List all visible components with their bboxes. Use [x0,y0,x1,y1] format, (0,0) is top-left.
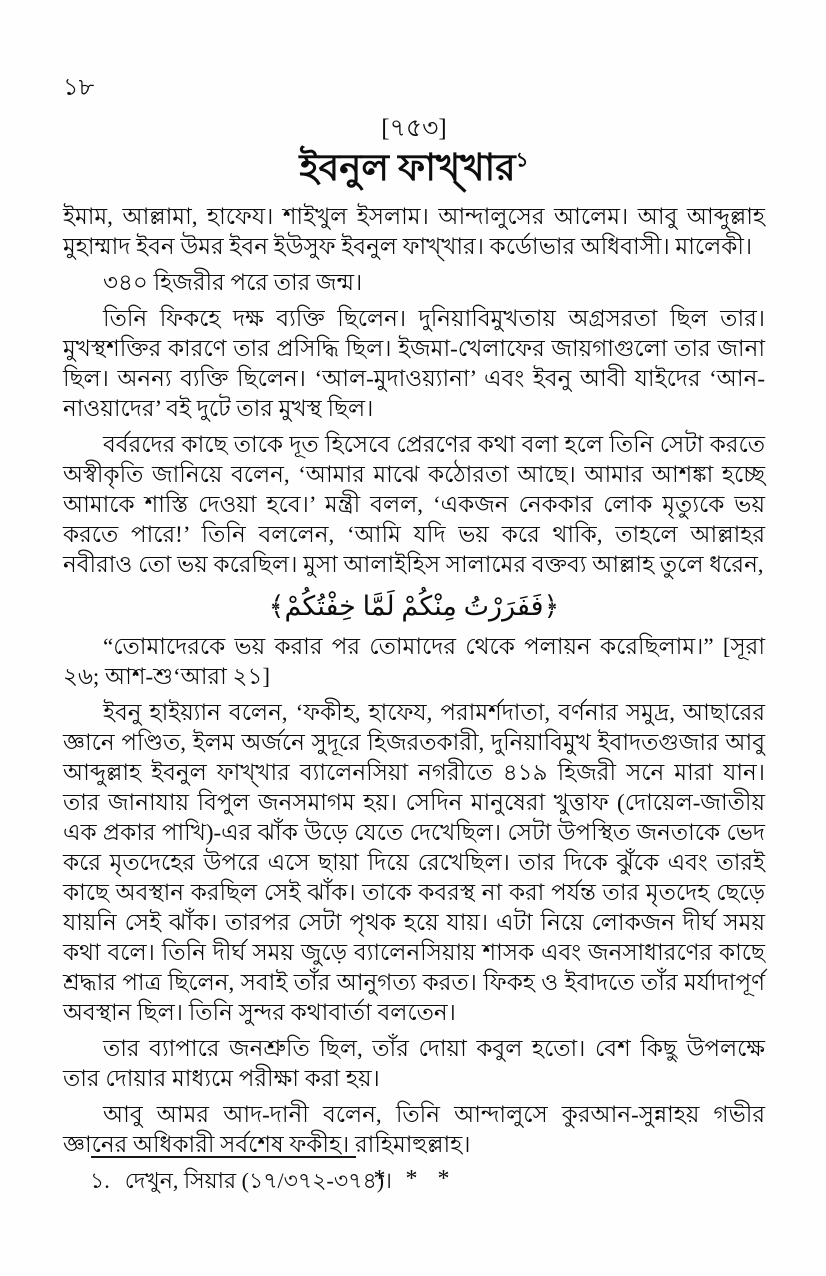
quran-verse-arabic: ﴿فَفَرَرْتُ مِنْكُمْ لَمَّا خِفْتُكُمْ﴾ [268,591,560,621]
footnote-number: ১. [90,1168,110,1193]
paragraph-dua-reputation: তার ব্যাপারে জনশ্রুতি ছিল, তাঁর দোয়া কবুল হতো। বেশ কিছু উপলক্ষে তার দোয়ার মাধ্যমে পরীক্ষা করা হয়। [63,1036,765,1091]
footnote-reference-marker: ১ [515,149,529,172]
paragraph-ibn-hayyan-quote: ইবনু হাইয়্যান বলেন, ‘ফকীহ, হাফেয, পরামর্শদাতা, বর্ণনার সমুদ্র, আছারের জ্ঞানে পণ্ডিত, ইলম অর্জনে সুদূরে হিজরতকারী, দুনিয়াবিমুখ ইবাদতগুজার আবু আব্দুল্লাহ ইবনুল ফাখ্খার ব্যালেনসিয়া নগরীতে ৪১৯ হিজরী সনে মারা যান। তার জানাযায় বিপুল জনসমাগম হয়। সেদিন মানুষেরা খুত্তাফ (দোয়েল-জাতীয় এক প্রকার পাখি)-এর ঝাঁক উড়ে যেতে দেখেছিল। সেটা উপস্থিত জনতাকে ভেদ করে মৃতদেহের উপরে এসে ছায়া দিয়ে রেখেছিল। তার দিকে ঝুঁকে এবং তারই কাছে অবস্থান করছিল সেই ঝাঁক। তাকে কবরস্থ না করা পর্যন্ত তার মৃতদেহ ছেড়ে যায়নি সেই ঝাঁক। তারপর সেটা পৃথক হয়ে যায়। এটা নিয়ে লোকজন দীর্ঘ সময় কথা বলে। তিনি দীর্ঘ সময় জুড়ে ব্যালেনসিয়ায় শাসক এবং জনসাধারণের কাছে শ্রদ্ধার পাত্র ছিলেন, সবাই তাঁর আনুগত্য করত। ফিকহ ও ইবাদতে তাঁর মর্যাদাপূর্ণ অবস্থান ছিল। তিনি সুন্দর কথাবার্তা বলতেন। [63,700,765,1025]
paragraph-qualities: তিনি ফিকহে দক্ষ ব্যক্তি ছিলেন। দুনিয়াবিমুখতায় অগ্রসরতা ছিল তার। মুখস্থশক্তির কারণে তার প্রসিদ্ধি ছিল। ইজমা-খেলাফের জায়গাগুলো তার জানা ছিল। অনন্য ব্যক্তি ছিলেন। ‘আল-মুদাওয়্যানা’ এবং ইবনু আবী যাইদের ‘আন-নাওয়াদের’ বই দুটে তার মুখস্থ ছিল। [63,306,765,421]
paragraph-envoy-story: বর্বরদের কাছে তাকে দূত হিসেবে প্রেরণের কথা বলা হলে তিনি সেটা করতে অস্বীকৃতি জানিয়ে বলেন, ‘আমার মাঝে কঠোরতা আছে। আমার আশঙ্কা হচ্ছে আমাকে শাস্তি দেওয়া হবে।’ মন্ত্রী বলল, ‘একজন নেককার লোক মৃত্যুকে ভয় করতে পারে!’ তিনি বললেন, ‘আমি যদি ভয় করে থাকি, তাহলে আল্লাহর নবীরাও তো ভয় করেছিল। মুসা আলাইহিস সালামের বক্তব্য আল্লাহ তুলে ধরেন, [63,432,765,577]
paragraph-birth: ৩৪০ হিজরীর পরে তার জন্ম। [103,270,363,295]
entry-number: [৭৫৩] [381,115,447,142]
section-end-asterisks: * * * [373,1166,455,1192]
chapter-title [63,146,765,192]
page-number: ১৮ [63,75,95,101]
paragraph-verse-translation: “তোমাদেরকে ভয় করার পর তোমাদের থেকে পলায়ন করেছিলাম।” [সূরা ২৬; আশ-শু‘আরা ২১] [63,634,765,689]
footnote-area [63,1148,765,1195]
chapter-title-text: ইবনুল ফাখ্খার [299,148,516,189]
paragraph-biography-intro: ইমাম, আল্লামা, হাফেয। শাইখুল ইসলাম। আন্দালুসের আলেম। আবু আব্দুল্লাহ মুহাম্মাদ ইবন উমর ইবন ইউসুফ ইবনুল ফাখ্খার। কর্ডোভার অধিবাসী। মালেকী। [63,204,765,259]
footnote-divider-line [91,1156,356,1158]
paragraph-abu-amr-quote: আবু আমর আদ-দানী বলেন, তিনি আন্দালুসে কুরআন-সুন্নাহয় গভীর জ্ঞানের অধিকারী সর্বশেষ ফকীহ। রাহিমাহুল্লাহ। [63,1102,765,1157]
footnote-entry [90,1167,765,1195]
footnote-text: দেখুন, সিয়ার (১৭/৩৭২-৩৭৪)। [124,1168,392,1193]
